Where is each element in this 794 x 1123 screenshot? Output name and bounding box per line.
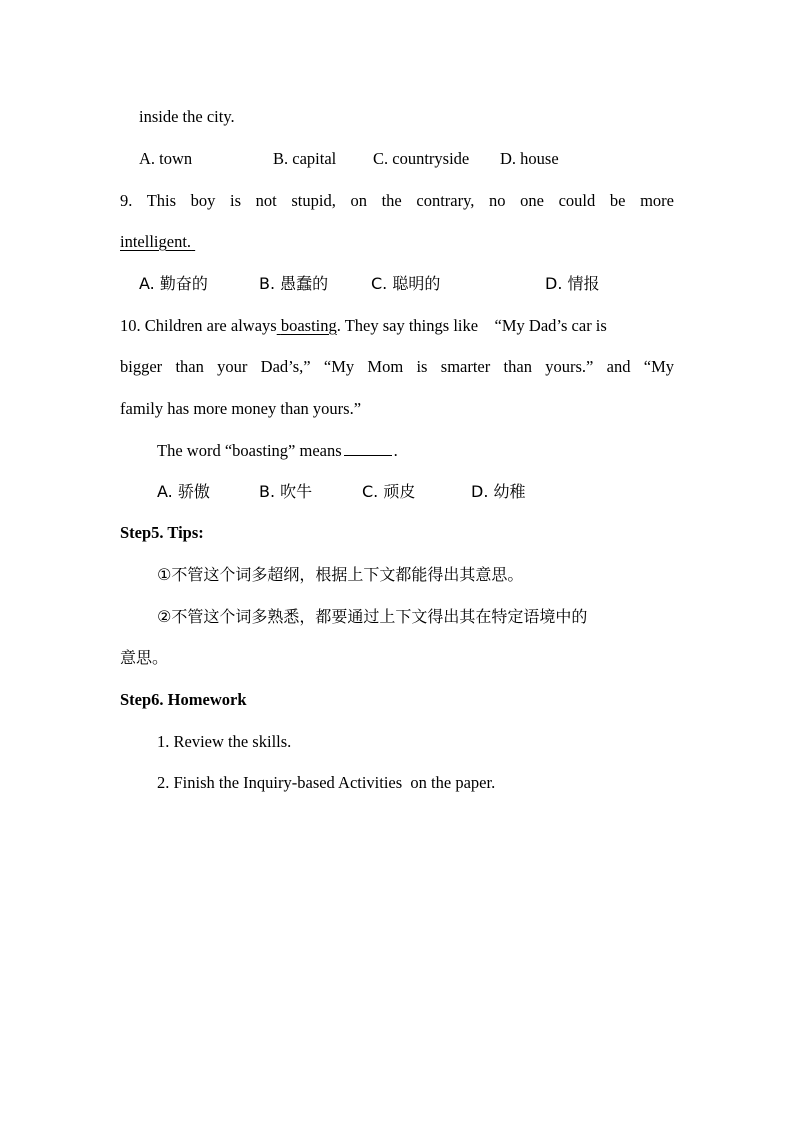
q9-option-c bbox=[371, 274, 440, 294]
step6-heading: Step6. Homework bbox=[120, 690, 247, 709]
q8-continuation: inside the city. bbox=[139, 107, 235, 126]
q10-option-a-text: 骄傲 bbox=[177, 482, 210, 501]
q10-question-text: The word “boasting” means bbox=[157, 441, 342, 460]
q10-option-b-letter: B. bbox=[259, 482, 276, 501]
q9-option-d-text: 情报 bbox=[567, 274, 600, 293]
q9-underlined-word: intelligent. bbox=[120, 232, 192, 251]
q9-option-a bbox=[139, 274, 208, 294]
q9-option-c-letter: C. bbox=[371, 274, 388, 293]
q8-option-b: B. capital bbox=[273, 149, 337, 168]
q10-option-d-letter: D. bbox=[471, 482, 489, 501]
q10-option-a bbox=[157, 482, 210, 502]
q10-options bbox=[157, 482, 577, 502]
q8-option-a: A. town bbox=[139, 149, 193, 168]
step5-tip-2-line1: ②不管这个词多熟悉，都要通过上下文得出其在特定语境中的 bbox=[157, 607, 588, 626]
q10-question-end: . bbox=[393, 441, 398, 460]
q10-underlined-word: boasting bbox=[280, 316, 337, 335]
q9-option-d-letter: D. bbox=[545, 274, 563, 293]
q9-option-b bbox=[259, 274, 328, 294]
q10-stem-line3: family has more money than yours.” bbox=[120, 399, 362, 418]
q9-option-a-text: 勤奋的 bbox=[159, 274, 208, 293]
q10-option-a-letter: A. bbox=[157, 482, 173, 501]
step5-heading: Step5. Tips: bbox=[120, 523, 204, 542]
q10-stem-line1 bbox=[120, 316, 607, 336]
q10-stem-line2: bigger than your Dad’s,” “My Mom is smarter than yours.” and “My bbox=[120, 357, 674, 376]
q9-options bbox=[139, 274, 639, 294]
q8-option-c: C. countryside bbox=[373, 149, 470, 168]
q10-option-c bbox=[362, 482, 415, 502]
q10-option-c-letter: C. bbox=[362, 482, 379, 501]
q8-options bbox=[139, 149, 599, 169]
q10-question bbox=[157, 440, 398, 461]
q8-option-d: D. house bbox=[500, 149, 559, 168]
q9-option-c-text: 聪明的 bbox=[392, 274, 441, 293]
q9-answer-line bbox=[120, 232, 195, 252]
q9-stem: 9. This boy is not stupid, on the contrary, no one could be more bbox=[120, 191, 674, 210]
q10-option-d-text: 幼稚 bbox=[493, 482, 526, 501]
q10-option-b-text: 吹牛 bbox=[280, 482, 313, 501]
answer-blank bbox=[344, 440, 392, 456]
step5-tip-1: ①不管这个词多超纲，根据上下文都能得出其意思。 bbox=[157, 565, 524, 584]
homework-item-2: 2. Finish the Inquiry-based Activities on the paper. bbox=[157, 773, 496, 792]
q9-option-b-text: 愚蠢的 bbox=[280, 274, 329, 293]
q9-option-a-letter: A. bbox=[139, 274, 155, 293]
q10-option-b bbox=[259, 482, 312, 502]
q10-prefix: 10. Children are always bbox=[120, 316, 277, 335]
step5-tip-2-line2: 意思。 bbox=[120, 648, 169, 667]
q9-option-b-letter: B. bbox=[259, 274, 276, 293]
q10-option-c-text: 顽皮 bbox=[383, 482, 416, 501]
q9-option-d bbox=[545, 274, 600, 294]
q10-line1-rest: . They say things like “My Dad’s car is bbox=[336, 316, 607, 335]
q10-option-d bbox=[471, 482, 526, 502]
homework-item-1: 1. Review the skills. bbox=[157, 732, 292, 751]
